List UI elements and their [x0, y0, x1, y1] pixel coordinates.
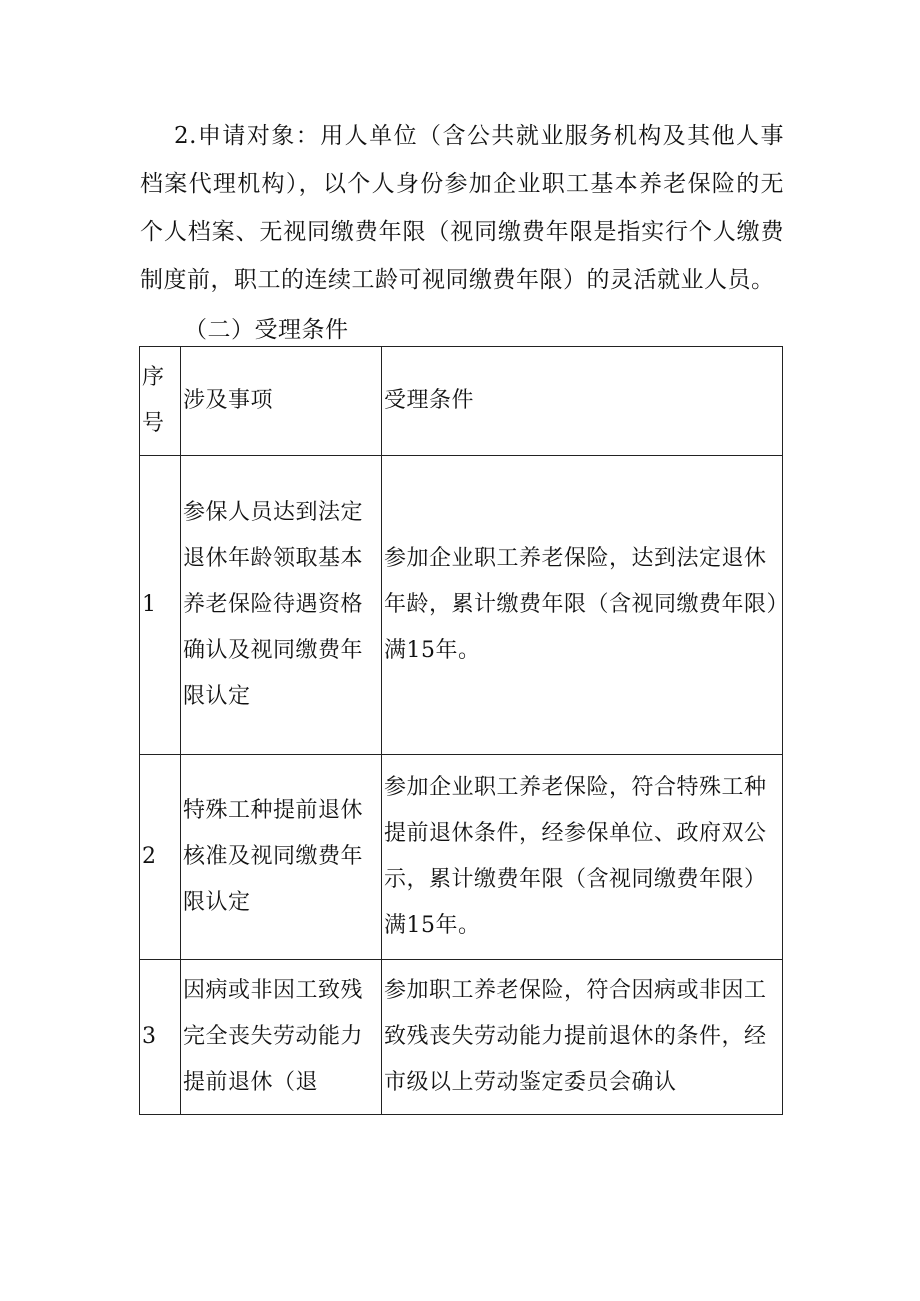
row-seq: 1 — [140, 456, 181, 755]
header-condition: 受理条件 — [382, 347, 783, 456]
application-target-paragraph: 2.申请对象：用人单位（含公共就业服务机构及其他人事档案代理机构），以个人身份参加企业职工基本养老保险的无个人档案、无视同缴费年限（视同缴费年限是指实行个人缴费制度前，职工的连续工龄可视同缴费年限）的灵活就业人员。 — [140, 123, 784, 293]
row-condition: 参加企业职工养老保险，达到法定退休年龄，累计缴费年限（含视同缴费年限）满15年。 — [382, 456, 783, 755]
row-item: 特殊工种提前退休核准及视同缴费年限认定 — [181, 755, 382, 960]
table-row — [140, 456, 783, 755]
row-seq: 3 — [140, 960, 181, 1115]
row-condition: 参加职工养老保险，符合因病或非因工致残丧失劳动能力提前退休的条件，经市级以上劳动鉴定委员会确认 — [382, 960, 783, 1115]
acceptance-conditions-table — [139, 346, 783, 1115]
header-seq: 序号 — [140, 347, 181, 456]
row-item: 参保人员达到法定退休年龄领取基本养老保险待遇资格确认及视同缴费年限认定 — [181, 456, 382, 755]
table-row — [140, 960, 783, 1115]
row-seq: 2 — [140, 755, 181, 960]
header-item: 涉及事项 — [181, 347, 382, 456]
table-row — [140, 755, 783, 960]
section-heading: （二）受理条件 — [184, 317, 349, 343]
table-header-row — [140, 347, 783, 456]
row-condition: 参加企业职工养老保险，符合特殊工种提前退休条件，经参保单位、政府双公示，累计缴费年限（含视同缴费年限）满15年。 — [382, 755, 783, 960]
row-item: 因病或非因工致残完全丧失劳动能力提前退休（退 — [181, 960, 382, 1115]
